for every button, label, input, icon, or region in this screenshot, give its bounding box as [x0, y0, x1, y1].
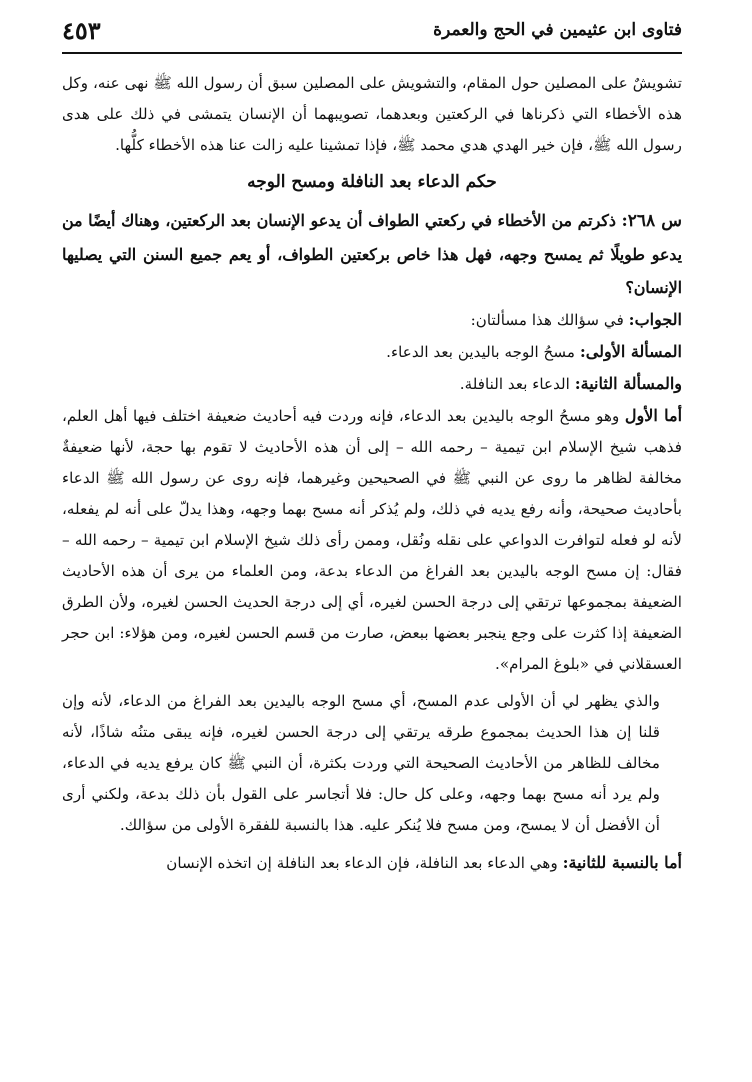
- second-issue-paragraph: [62, 847, 682, 879]
- issue-one-label: المسألة الأولى:: [579, 342, 682, 361]
- page-header: [62, 14, 682, 54]
- question-text: ذكرتم من الأخطاء في ركعتي الطواف أن يدعو الإنسان بعد الركعتين، وهناك أيضًا من يدعو طويلًا ثم يمسح وجهه، فهل هذا خاص بركعتين الطواف، أو يعم جميع السنن التي يصليها الإنسان؟: [62, 211, 682, 297]
- issue-two-text: الدعاء بعد النافلة.: [459, 375, 570, 393]
- question-number: س ٢٦٨:: [621, 211, 683, 231]
- book-title: فتاوى ابن عثيمين في الحج والعمرة: [433, 20, 682, 40]
- question: [62, 204, 682, 304]
- first-issue-label: أما الأول: [624, 406, 683, 425]
- answer-intro: [62, 304, 682, 336]
- second-issue-text: وهي الدعاء بعد النافلة، فإن الدعاء بعد النافلة إن اتخذه الإنسان: [166, 854, 558, 872]
- second-issue-label: أما بالنسبة للثانية:: [562, 853, 682, 872]
- answer-label: الجواب:: [628, 310, 682, 329]
- page-body: [62, 68, 682, 879]
- first-issue-paragraph: [62, 400, 682, 680]
- issue-two: [62, 368, 682, 400]
- issue-two-label: والمسألة الثانية:: [574, 374, 682, 393]
- answer-intro-text: في سؤالك هذا مسألتان:: [470, 311, 624, 329]
- section-heading: حكم الدعاء بعد النافلة ومسح الوجه: [247, 172, 497, 192]
- opinion-paragraph: والذي يظهر لي أن الأولى عدم المسح، أي مسح الوجه باليدين بعد الفراغ من الدعاء، لأنه وإن قلنا إن هذا الحديث بمجموع طرقه يرتقي إلى درجة الحسن لغيره، فإنه يبقى متنُه شاذًا، لأنه مخالف للظاهر من الأحاديث الصحيحة التي وردت بكثرة، أن النبي ﷺ كان يرفع يديه في الدعاء، ولم يرد أنه مسح بهما وجهه، وعلى كل حال: فلا أتجاسر على القول بأن ذلك بدعة، ولكني أرى أن الأفضل أن لا يمسح، ومن مسح فلا يُنكر عليه. هذا بالنسبة للفقرة الأولى من سؤالك.: [62, 692, 660, 834]
- issue-one: [62, 336, 682, 368]
- first-issue-text: وهو مسحُ الوجه باليدين بعد الدعاء، فإنه وردت فيه أحاديث ضعيفة اختلف فيها أهل العلم، فذهب شيخ الإسلام ابن تيمية – رحمه الله – إلى أن هذه الأحاديث لا تقوم بها حجة، لأنها ضعيفةٌ مخالفة لظاهر ما روى عن النبي ﷺ في الصحيحين وغيرهما، فإنه روى عن رسول الله ﷺ الدعاء بأحاديث صحيحة، وأنه رفع يديه في ذلك، ولم يُذكر أنه مسح بهما وجهه، وهذا يدلّ على أنه لم يفعله، لأنه لو فعله لتوافرت الدواعي على نقله ونُقل، وممن رأى ذلك شيخ الإسلام ابن تيمية – رحمه الله – فقال: إن مسح الوجه باليدين بعد الفراغ من الدعاء بدعة، ومن العلماء من يرى أن هذه الأحاديث الضعيفة بمجموعها ترتقي إلى درجة الحسن لغيره، أي إلى درجة الحديث الحسن لغيره، ولأن الطرق الضعيفة إذا كثرت على وجع ينجبر بعضها ببعض، صارت من قسم الحسن لغيره، ومن هؤلاء: ابن حجر العسقلاني في «بلوغ المرام».: [62, 407, 682, 673]
- issue-one-text: مسحُ الوجه باليدين بعد الدعاء.: [386, 343, 576, 361]
- page-number: ٤٥٣: [62, 16, 101, 45]
- intro-paragraph: تشويشٌ على المصلين حول المقام، والتشويش على المصلين سبق أن رسول الله ﷺ نهى عنه، وكل هذه الأخطاء التي ذكرناها في الركعتين وبعدهما، تصويبهما أن الإنسان يتمشى في ذلك على هدى رسول الله ﷺ، فإن خير الهدي هدي محمد ﷺ، فإذا تمشينا عليه زالت عنا هذه الأخطاء كلُّها.: [62, 74, 682, 154]
